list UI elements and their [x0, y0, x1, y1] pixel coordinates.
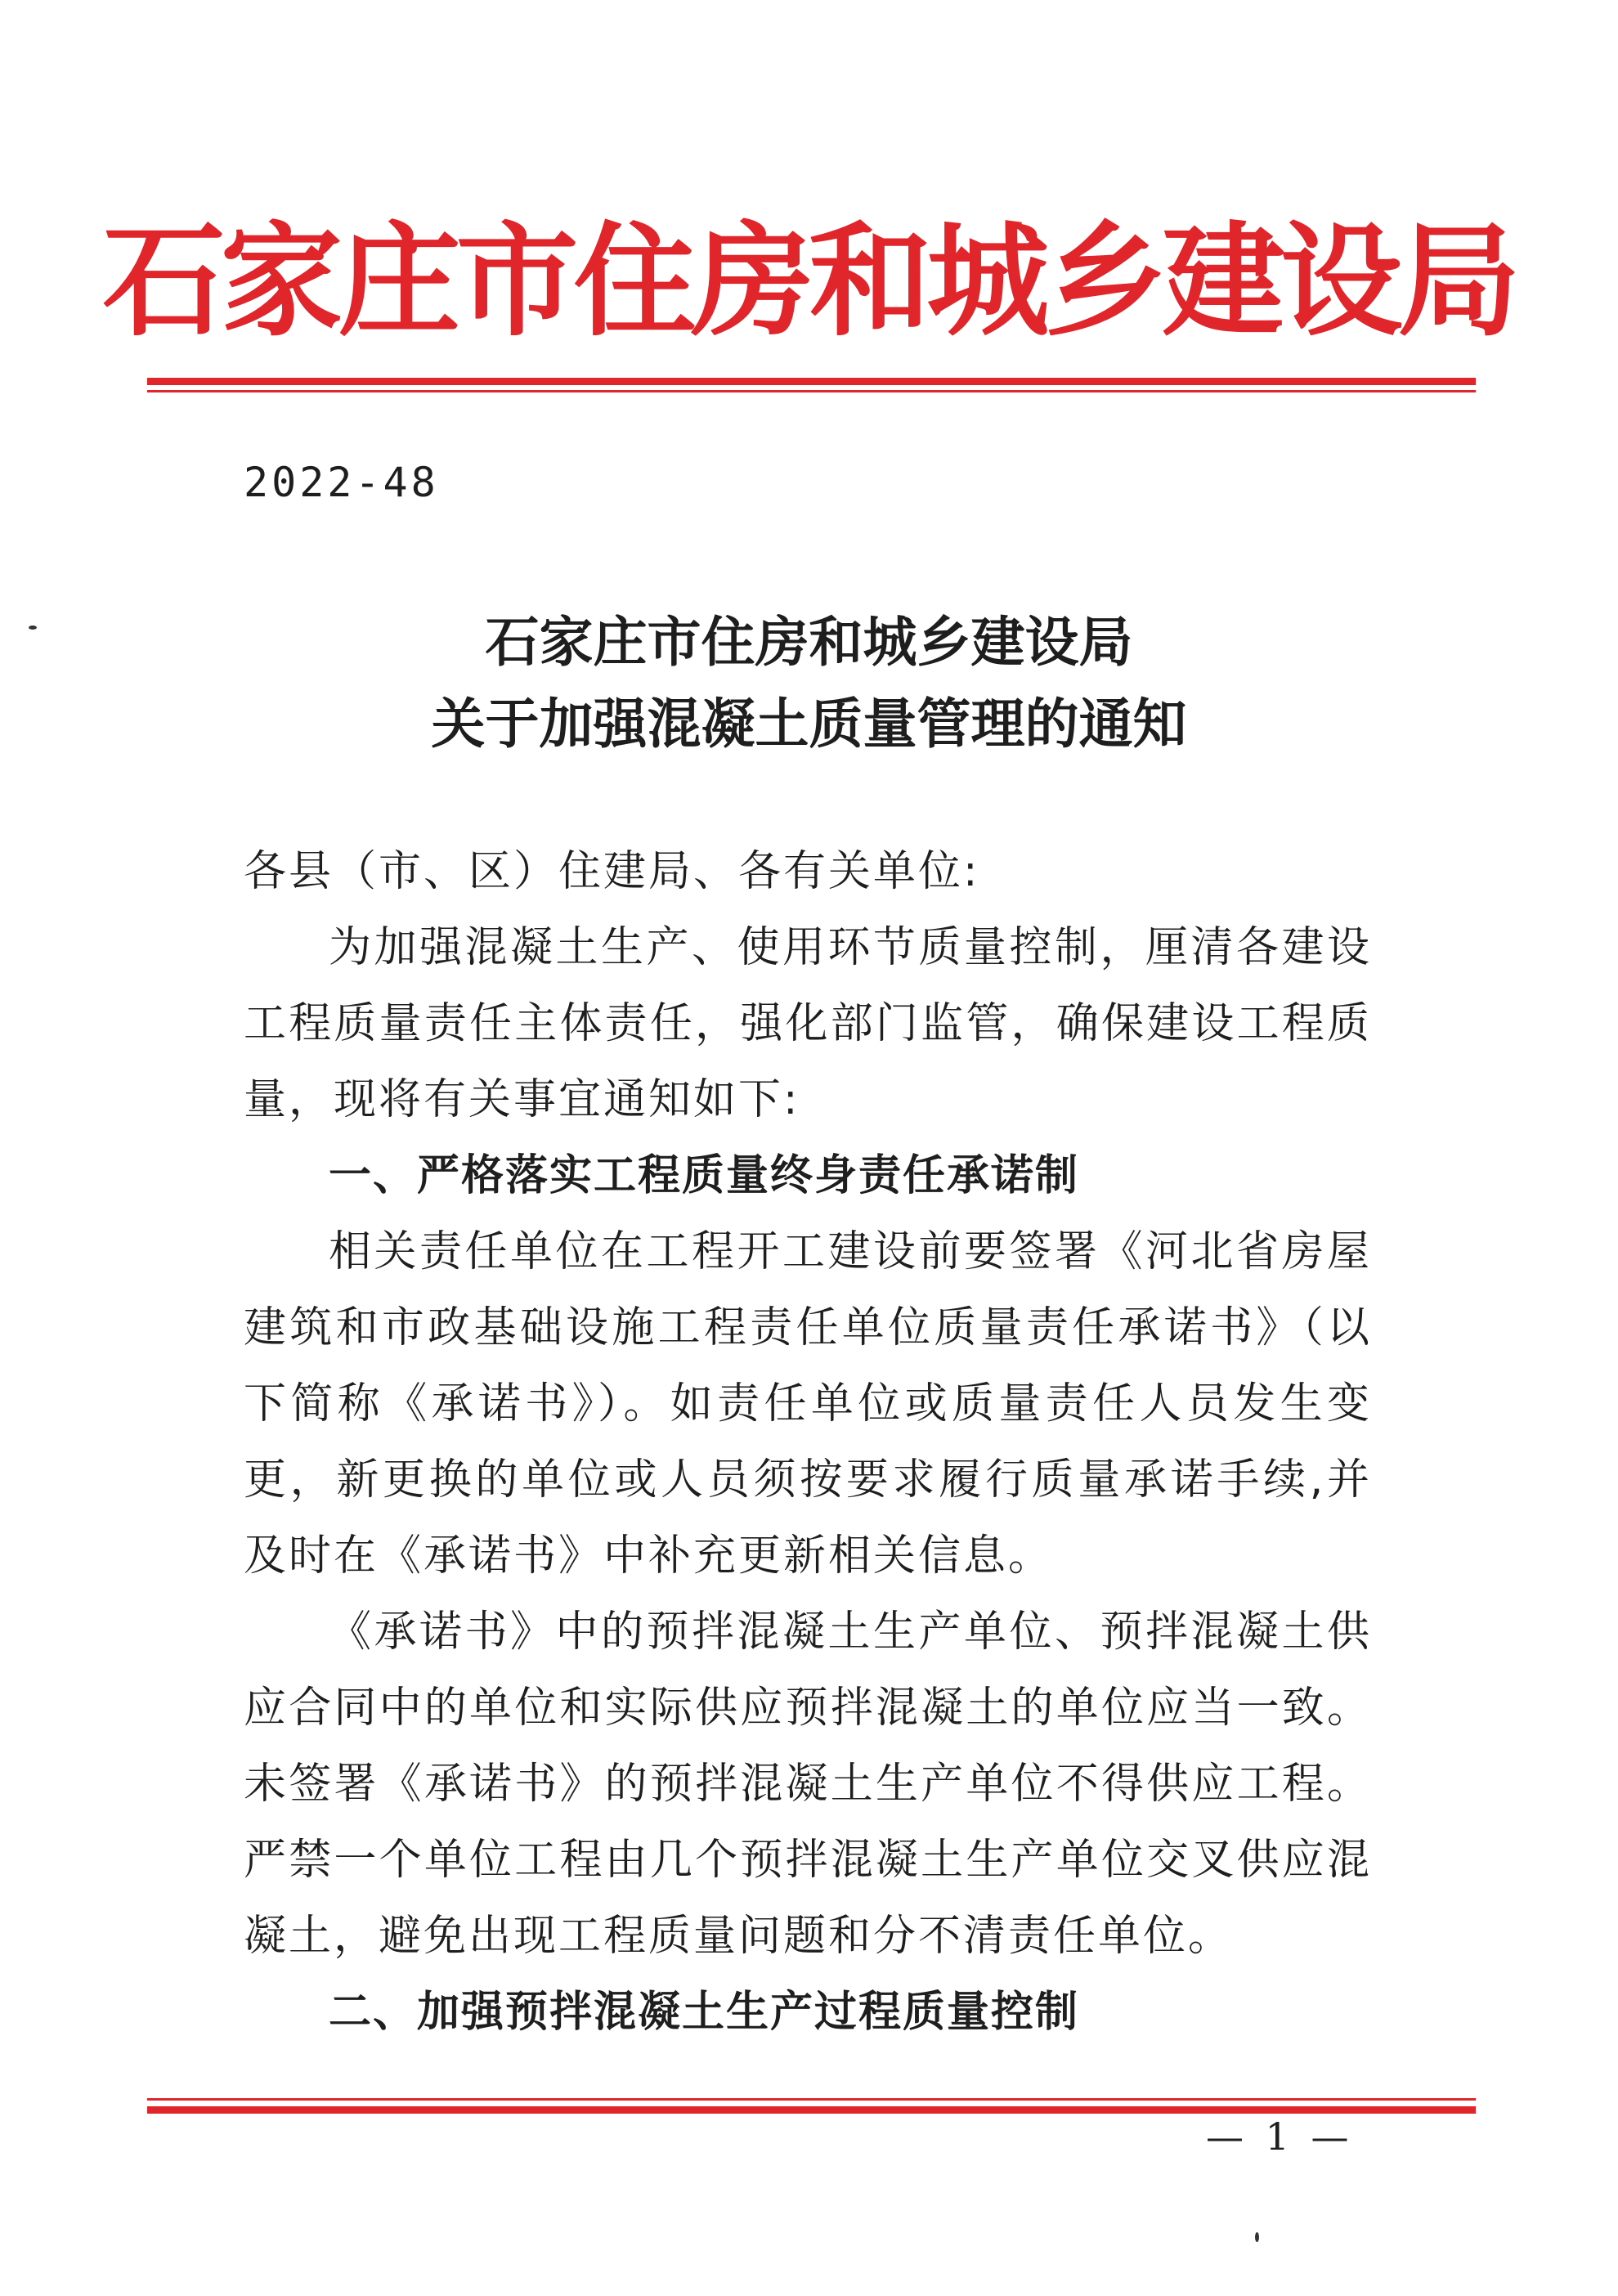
document-body [244, 834, 1372, 2051]
section-2-heading: 二、加强预拌混凝土生产过程质量控制 [329, 1988, 1080, 2037]
footer-red-rule [147, 2098, 1476, 2114]
section-1-paragraph-2: 《承诺书》中的预拌混凝土生产单位、预拌混凝土供应合同中的单位和实际供应预拌混凝土的单位应当一致。未签署《承诺书》的预拌混凝土生产单位不得供应工程。严禁一个单位工程由几个预拌混凝土生产单位交叉供应混凝土，避免出现工程质量问题和分不清责任单位。 [244, 1608, 1372, 1961]
section-1-paragraph-1: 相关责任单位在工程开工建设前要签署《河北省房屋建筑和市政基础设施工程责任单位质量责任承诺书》（以下简称《承诺书》）。如责任单位或质量责任人员发生变更，新更换的单位或人员须按要求履行质量承诺手续,并及时在《承诺书》中补充更新相关信息。 [244, 1227, 1372, 1581]
document-title [0, 601, 1618, 765]
section-1-heading: 一、严格落实工程质量终身责任承诺制 [329, 1151, 1080, 1200]
salutation: 各县（市、区）住建局、各有关单位: [244, 847, 980, 896]
title-line-2: 关于加强混凝土质量管理的通知 [431, 692, 1187, 756]
masthead-issuer: 石家庄市住房和城乡建设局 [102, 211, 1516, 353]
page-number: — 1 — [1206, 2114, 1354, 2159]
document-number: 2022-48 [244, 459, 439, 506]
scan-speck [1255, 2232, 1259, 2242]
title-line-1: 石家庄市住房和城乡建设局 [485, 610, 1133, 674]
masthead-red-rule [147, 378, 1476, 392]
intro-paragraph: 为加强混凝土生产、使用环节质量控制，厘清各建设工程质量责任主体责任，强化部门监管，确保建设工程质量，现将有关事宜通知如下: [244, 923, 1372, 1124]
scan-speck [29, 626, 37, 630]
